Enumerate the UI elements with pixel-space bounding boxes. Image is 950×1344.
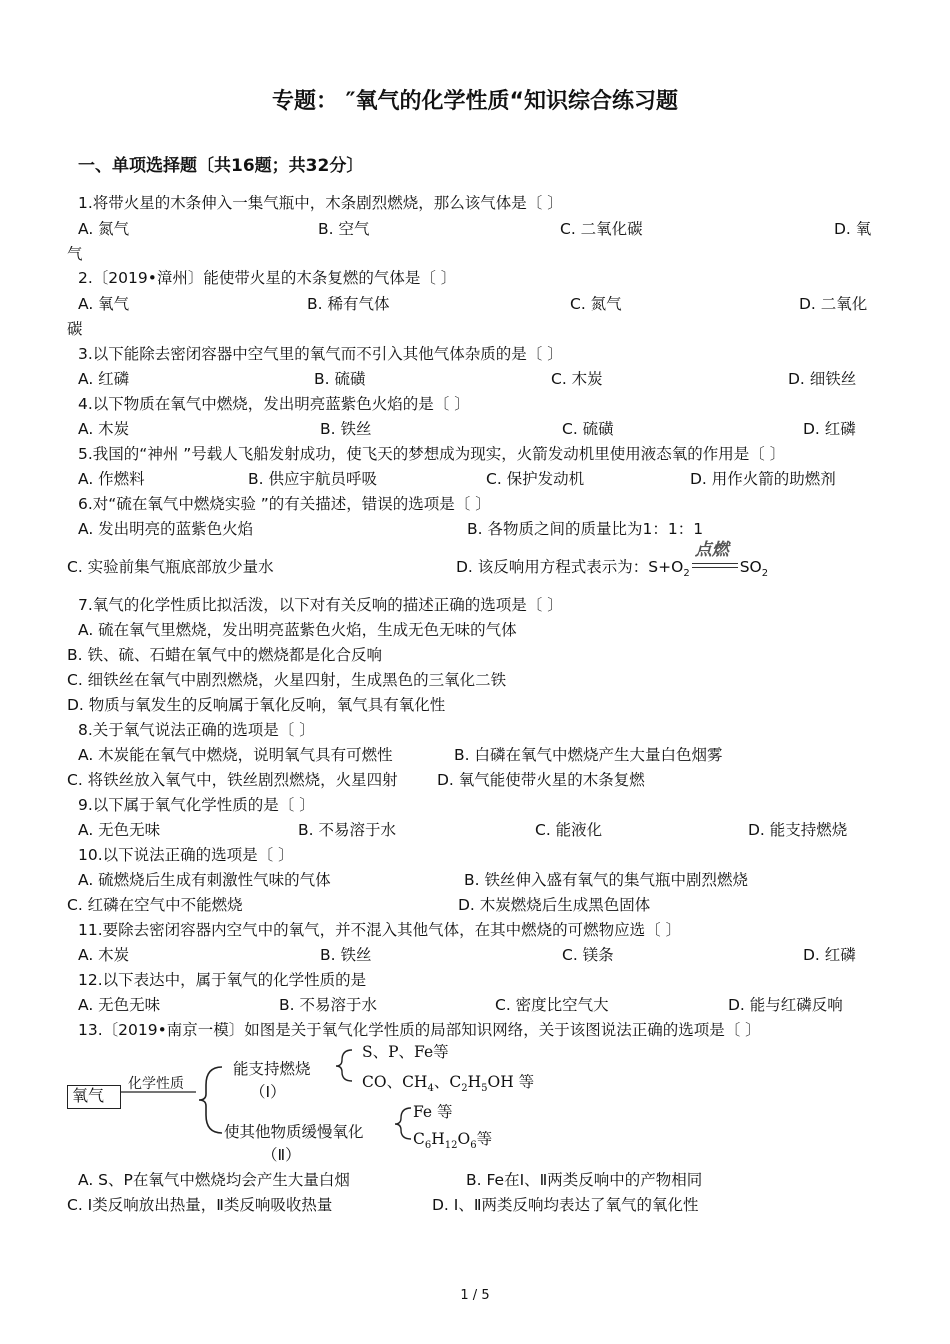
question-9-option-a[interactable]: A. 无色无味 <box>78 821 161 839</box>
question-13-option-d[interactable]: D. Ⅰ、Ⅱ两类反响均表达了氧气的氧化性 <box>432 1196 699 1214</box>
question-8-stem: 8.关于氧气说法正确的选项是〔 〕 <box>78 721 315 739</box>
diagram-branch2-number: （Ⅱ） <box>262 1146 301 1164</box>
diagram-branch1-label: 能支持燃烧 <box>233 1060 311 1078</box>
question-10-option-a[interactable]: A. 硫燃烧后生成有刺激性气味的气体 <box>78 871 331 889</box>
question-6-option-b[interactable]: B. 各物质之间的质量比为1：1：1 <box>467 520 704 538</box>
question-12-option-b[interactable]: B. 不易溶于水 <box>279 996 377 1014</box>
question-8-option-a[interactable]: A. 木炭能在氧气中燃烧，说明氧气具有可燃性 <box>78 746 393 764</box>
question-9-option-c[interactable]: C. 能液化 <box>535 821 603 839</box>
diagram-branch2-example2: $C_6H_{12}O_6$等 <box>413 1130 493 1152</box>
diagram-branch1-example2: CO、$CH_4$、$C_2H_5OH$ 等 <box>362 1073 535 1095</box>
question-6-option-a[interactable]: A. 发出明亮的蓝紫色火焰 <box>78 520 254 538</box>
equation-so2-subscript: 2 <box>761 568 769 580</box>
diagram-edge-label: 化学性质 <box>128 1076 184 1092</box>
equation-o2-subscript: 2 <box>683 568 690 580</box>
question-7-stem: 7.氧气的化学性质比拟活泼，以下对有关反响的描述正确的选项是〔 〕 <box>78 596 563 614</box>
question-4-option-b[interactable]: B. 铁丝 <box>320 420 372 438</box>
question-5-option-d[interactable]: D. 用作火箭的助燃剂 <box>690 470 836 488</box>
diagram-branch1-number: （Ⅰ） <box>250 1083 286 1101</box>
question-11-option-a[interactable]: A. 木炭 <box>78 946 130 964</box>
question-8-option-c[interactable]: C. 将铁丝放入氧气中，铁丝剧烈燃烧，火星四射 <box>67 771 398 789</box>
question-7-option-b[interactable]: B. 铁、硫、石蜡在氧气中的燃烧都是化合反响 <box>67 646 382 664</box>
question-8-option-d[interactable]: D. 氧气能使带火星的木条复燃 <box>437 771 645 789</box>
question-7-option-c[interactable]: C. 细铁丝在氧气中剧烈燃烧，火星四射，生成黑色的三氧化二铁 <box>67 671 507 689</box>
question-9-option-d[interactable]: D. 能支持燃烧 <box>748 821 848 839</box>
question-10-option-c[interactable]: C. 红磷在空气中不能燃烧 <box>67 896 243 914</box>
question-3-option-c[interactable]: C. 木炭 <box>551 370 603 388</box>
diagram-branch2-example1: Fe 等 <box>413 1103 453 1121</box>
question-5-stem: 5.我国的“神州 ”号载人飞船发射成功，使飞天的梦想成为现实，火箭发动机里使用液态氧的作用是〔 〕 <box>78 445 786 463</box>
question-4-option-a[interactable]: A. 木炭 <box>78 420 130 438</box>
question-3-option-b[interactable]: B. 硫磺 <box>314 370 366 388</box>
question-1-option-b[interactable]: B. 空气 <box>318 220 370 238</box>
question-7-option-a[interactable]: A. 硫在氧气里燃烧，发出明亮蓝紫色火焰，生成无色无味的气体 <box>78 621 517 639</box>
question-2-option-c[interactable]: C. 氮气 <box>570 295 622 313</box>
question-4-stem: 4.以下物质在氧气中燃烧，发出明亮蓝紫色火焰的是〔 〕 <box>78 395 470 413</box>
question-13-stem: 13.〔2019•南京一模〕如图是关于氧气化学性质的局部知识网络，关于该图说法正确的选项是〔 〕 <box>78 1021 761 1039</box>
equation-reactants: D. 该反响用方程式表示为：S+O <box>456 558 684 576</box>
question-9-option-b[interactable]: B. 不易溶于水 <box>298 821 396 839</box>
question-1-stem: 1.将带火星的木条伸入一集气瓶中，木条剧烈燃烧，那么该气体是〔 〕 <box>78 194 563 212</box>
question-11-option-d[interactable]: D. 红磷 <box>803 946 856 964</box>
question-11-option-c[interactable]: C. 镁条 <box>562 946 614 964</box>
question-11-option-b[interactable]: B. 铁丝 <box>320 946 372 964</box>
reaction-condition: 点燃 <box>694 540 729 560</box>
question-9-stem: 9.以下属于氧气化学性质的是〔 〕 <box>78 796 315 814</box>
diagram-branch1-example1: S、P、Fe等 <box>362 1043 449 1061</box>
question-11-stem: 11.要除去密闭容器内空气中的氧气，并不混入其他气体，在其中燃烧的可燃物应选〔 〕 <box>78 921 682 939</box>
question-10-stem: 10.以下说法正确的选项是〔 〕 <box>78 846 294 864</box>
question-4-option-c[interactable]: C. 硫磺 <box>562 420 614 438</box>
question-2-stem: 2.〔2019•漳州〕能使带火星的木条复燃的气体是〔 〕 <box>78 269 457 287</box>
question-12-option-a[interactable]: A. 无色无味 <box>78 996 161 1014</box>
question-7-option-d[interactable]: D. 物质与氧发生的反响属于氧化反响，氧气具有氧化性 <box>67 696 446 714</box>
diagram-branch2-label: 使其他物质缓慢氧化 <box>224 1123 364 1141</box>
question-8-option-b[interactable]: B. 白磷在氧气中燃烧产生大量白色烟雾 <box>454 746 723 764</box>
question-12-option-c[interactable]: C. 密度比空气大 <box>495 996 609 1014</box>
question-13-option-c[interactable]: C. Ⅰ类反响放出热量，Ⅱ类反响吸收热量 <box>67 1196 333 1214</box>
question-3-option-d[interactable]: D. 细铁丝 <box>788 370 857 388</box>
question-1-option-c[interactable]: C. 二氧化碳 <box>560 220 643 238</box>
question-6-stem: 6.对“硫在氧气中燃烧实验 ”的有关描述，错误的选项是〔 〕 <box>78 495 491 513</box>
question-2-option-d-wrap: 碳 <box>67 320 83 338</box>
question-2-option-d[interactable]: D. 二氧化 <box>799 295 868 313</box>
section-heading: 一、单项选择题〔共16题；共32分〕 <box>78 156 364 176</box>
question-13-option-b[interactable]: B. Fe在Ⅰ、Ⅱ两类反响中的产物相同 <box>466 1171 703 1189</box>
page-number: 1 / 5 <box>460 1288 490 1303</box>
question-10-option-b[interactable]: B. 铁丝伸入盛有氧气的集气瓶中剧烈燃烧 <box>464 871 748 889</box>
question-5-option-a[interactable]: A. 作燃料 <box>78 470 145 488</box>
question-1-option-d[interactable]: D. 氧 <box>834 220 872 238</box>
question-12-option-d[interactable]: D. 能与红磷反响 <box>728 996 843 1014</box>
question-2-option-a[interactable]: A. 氧气 <box>78 295 130 313</box>
question-1-option-d-wrap: 气 <box>67 245 83 263</box>
question-10-option-d[interactable]: D. 木炭燃烧后生成黑色固体 <box>458 896 651 914</box>
question-12-stem: 12.以下表达中，属于氧气的化学性质的是 <box>78 971 367 989</box>
diagram-root-label: 氧气 <box>72 1086 105 1105</box>
question-2-option-b[interactable]: B. 稀有气体 <box>307 295 390 313</box>
question-3-option-a[interactable]: A. 红磷 <box>78 370 130 388</box>
document-title: 专题： ″氧气的化学性质“知识综合练习题 <box>272 89 678 114</box>
question-6-option-c[interactable]: C. 实验前集气瓶底部放少量水 <box>67 558 274 576</box>
equation-product: SO <box>739 558 762 576</box>
question-4-option-d[interactable]: D. 红磷 <box>803 420 856 438</box>
question-5-option-c[interactable]: C. 保护发动机 <box>486 470 585 488</box>
question-13-option-a[interactable]: A. S、P在氧气中燃烧均会产生大量白烟 <box>78 1171 350 1189</box>
question-3-stem: 3.以下能除去密闭容器中空气里的氧气而不引入其他气体杂质的是〔 〕 <box>78 345 563 363</box>
question-5-option-b[interactable]: B. 供应宇航员呼吸 <box>248 470 377 488</box>
question-1-option-a[interactable]: A. 氮气 <box>78 220 130 238</box>
